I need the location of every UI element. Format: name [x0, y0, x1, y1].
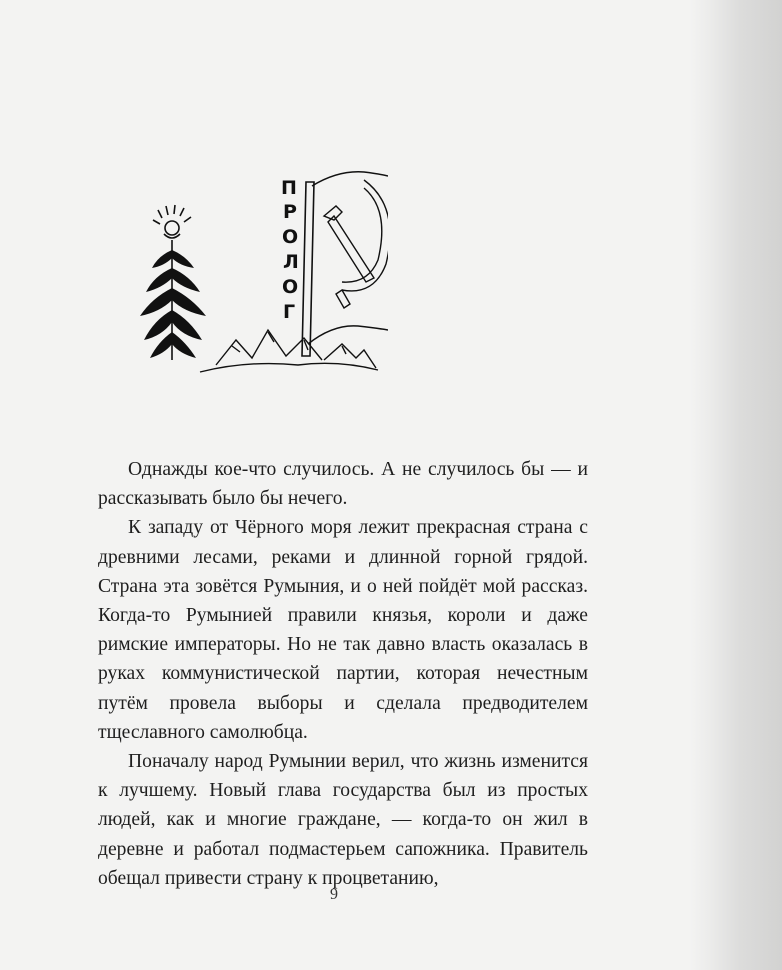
chapter-title-letter: О [282, 226, 299, 248]
paragraph: Поначалу народ Румынии верил, что жизнь изменится к лучшему. Новый глава государства был из простых людей, как и многие граждане, — когда-то он жил в деревне и работал подмастерьем сапожника. Правитель обещал привести страну к процветанию, [98, 751, 588, 889]
page-number: 9 [330, 886, 338, 903]
page-edge-shadow [690, 0, 782, 970]
plant-leaves [140, 250, 206, 358]
flag-cloth [308, 172, 388, 344]
chapter-title-vertical [281, 177, 299, 323]
prologue-illustration [128, 160, 388, 380]
chapter-title-letter: Л [283, 251, 299, 273]
flag-drawing [128, 160, 388, 380]
paragraph: Однажды кое-что случилось. А не случилось бы — и рассказывать было бы нечего. [98, 459, 588, 510]
chapter-title-letter: Г [283, 301, 296, 323]
body-text [98, 455, 588, 893]
chapter-title-letter: П [281, 177, 297, 199]
flag-pole [302, 182, 314, 356]
hammer-sickle-icon [324, 180, 388, 308]
paragraph: К западу от Чёрного моря лежит прекрасная страна с древними лесами, реками и длинной горной грядой. Страна эта зовётся Румыния, и о ней пойдёт мой рассказ. Когда-то Румынией правили князья, короли и даже римские императоры. Но не так давно власть оказалась в руках коммунистической партии, которая нечестным путём провела выборы и сделала предводителем тщеславного самолюбца. [98, 517, 588, 743]
chapter-title-letter: Р [283, 201, 297, 223]
mountains-illustration [200, 330, 378, 372]
chapter-title-letter: О [282, 276, 299, 298]
